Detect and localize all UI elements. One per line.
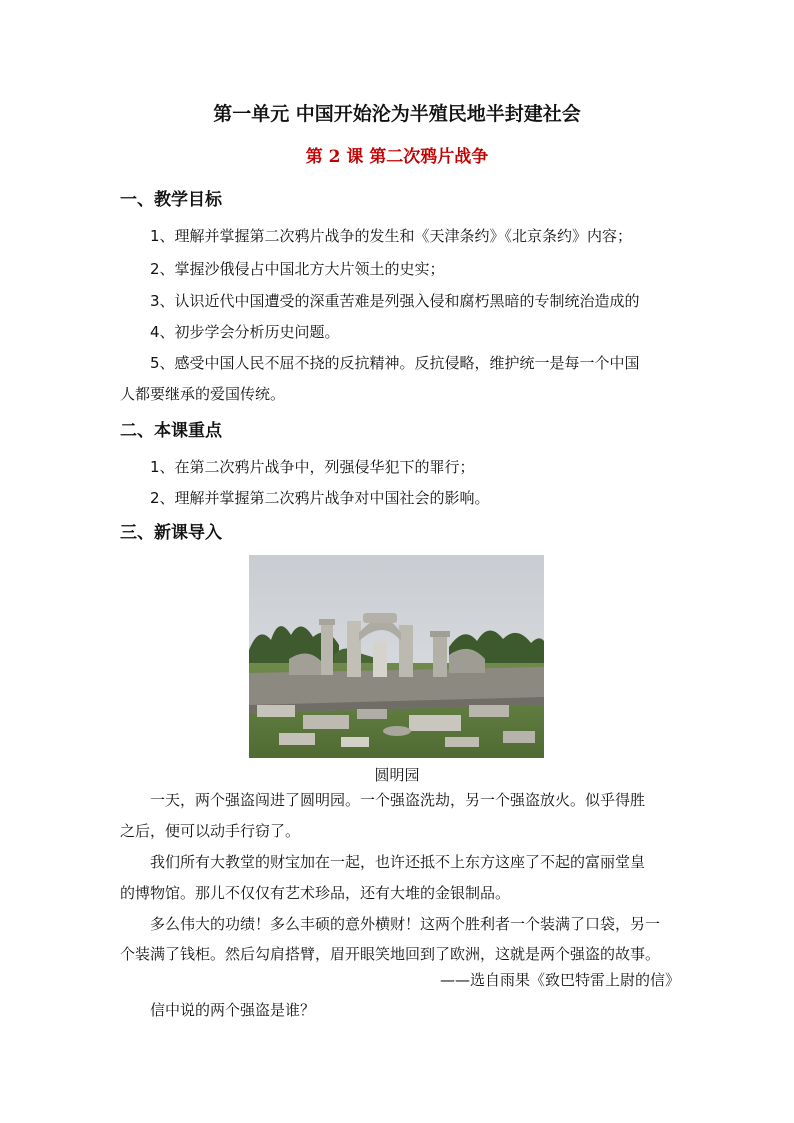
intro-paragraph: 多么伟大的功绩！多么丰硕的意外横财！这两个胜利者一个装满了口袋，另一 [150, 915, 661, 933]
intro-paragraph-continuation: 的博物馆。那儿不仅仅有艺术珍品，还有大堆的金银制品。 [120, 884, 511, 902]
goal-item: 3、认识近代中国遭受的深重苦难是列强入侵和腐朽黑暗的专制统治造成的 [150, 292, 640, 310]
goal-item-continuation: 人都要继承的爱国传统。 [120, 385, 286, 403]
intro-paragraph-continuation: 个装满了钱柜。然后勾肩搭臂，眉开眼笑地回到了欧洲，这就是两个强盗的故事。 [120, 945, 661, 963]
intro-paragraph: 我们所有大教堂的财宝加在一起，也许还抵不上东方这座了不起的富丽堂皇 [150, 853, 646, 871]
photo-caption: 圆明园 [374, 766, 420, 784]
key-point-item: 1、在第二次鸦片战争中，列强侵华犯下的罪行； [150, 458, 475, 476]
key-point-item: 2、理解并掌握第二次鸦片战争对中国社会的影响。 [150, 489, 490, 507]
intro-heading: 三、新课导入 [120, 523, 222, 543]
goals-heading: 一、教学目标 [120, 190, 222, 210]
unit-title: 第一单元 中国开始沦为半殖民地半封建社会 [213, 103, 581, 125]
yuanmingyuan-ruins-photo [249, 555, 544, 758]
goal-item: 5、感受中国人民不屈不挠的反抗精神。反抗侵略，维护统一是每一个中国 [150, 354, 640, 372]
intro-question: 信中说的两个强盗是谁？ [150, 1001, 316, 1019]
quote-source: ——选自雨果《致巴特雷上尉的信》 [439, 971, 680, 989]
intro-paragraph-continuation: 之后，便可以动手行窃了。 [120, 822, 301, 840]
goal-item: 1、理解并掌握第二次鸦片战争的发生和《天津条约》《北京条约》内容； [150, 227, 633, 245]
goal-item: 4、初步学会分析历史问题。 [150, 323, 340, 341]
goal-item: 2、掌握沙俄侵占中国北方大片领土的史实； [150, 260, 445, 278]
key-points-heading: 二、本课重点 [120, 421, 222, 441]
lesson-title: 第 2 课 第二次鸦片战争 [305, 147, 489, 167]
intro-paragraph: 一天，两个强盗闯进了圆明园。一个强盗洗劫，另一个强盗放火。似乎得胜 [150, 791, 646, 809]
